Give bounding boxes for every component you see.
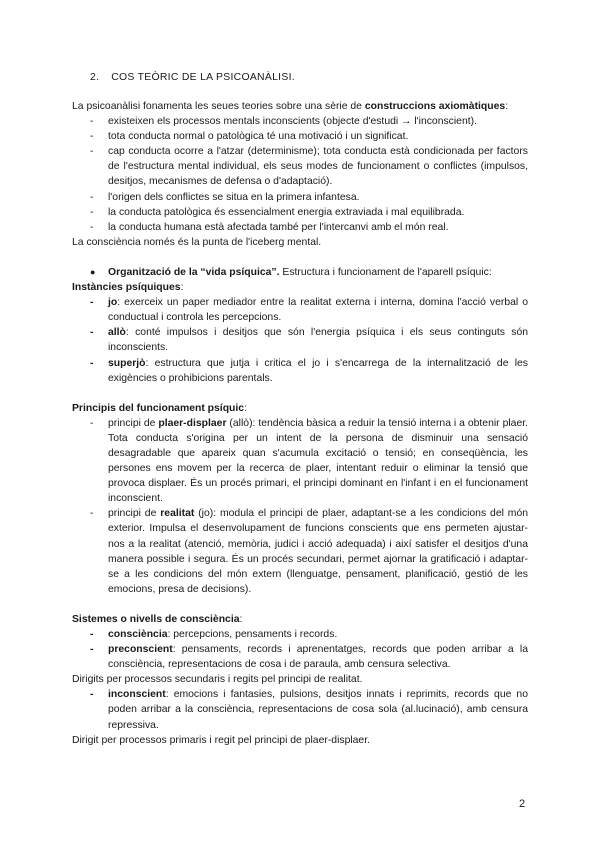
organization-bold: Organització de la “vida psíquica”. xyxy=(108,266,280,278)
term-plaer-displaer: plaer-displaer xyxy=(158,417,227,429)
list-item: - l'origen dels conflictes se situa en la primera infantesa. xyxy=(108,190,528,205)
colon: : xyxy=(180,282,184,294)
iceberg-sentence: La consciència només és la punta de l'iceberg mental. xyxy=(72,236,322,248)
page-number: 2 xyxy=(519,798,526,810)
axioms-list xyxy=(72,114,528,235)
colon: : xyxy=(239,613,243,625)
term-text: : estructura que jutja i critica el jo i s'encarrega de la internalització de les exigències o prohibicions parentals. xyxy=(108,357,528,384)
intro-bold-term: construccions axiomàtiques xyxy=(364,101,506,112)
list-item: - la conducta patològica és essencialment energia extraviada i mal equilibrada. xyxy=(108,205,528,220)
term-text: : conté impulsos i desitjos que són l'energia psíquica i els seus continguts són inconscients. xyxy=(108,327,528,354)
colon: : xyxy=(244,402,247,414)
section-heading xyxy=(90,72,295,83)
list-item xyxy=(108,627,528,642)
term-superjo: superjò xyxy=(108,357,146,369)
section-title: COS TEÒRIC DE LA PSICOANÀLISI. xyxy=(111,72,295,83)
principle-prefix: principi de xyxy=(108,508,161,520)
principle-text: (allò): tendència bàsica a reduir la tensió interna i a obtenir plaer. Tota conducta s'origina per un intent de la persona de disminuir una sensació desagradable que apareix quan s'acumula excitació o tensió; en conseqüència, les persones ens movem per la recerca de plaer, intentant reduir o eliminar la tensió que provoca displaer. És un procés primari, el principi dominant en l'infant i en el funcionament inconscient. xyxy=(108,417,528,505)
systems-note-primary: Dirigit per processos primaris i regit pel principi de plaer-displaer. xyxy=(72,734,370,746)
list-item xyxy=(108,687,528,732)
intro-text: La psicoanàlisi fonamenta les seues teories sobre una sèrie de xyxy=(72,101,365,112)
list-item xyxy=(108,506,528,597)
list-item xyxy=(108,416,528,507)
principles-title xyxy=(72,401,528,416)
term-inconscient: inconscient xyxy=(108,689,166,701)
instances-title xyxy=(72,280,528,295)
list-item: - la conducta humana està afectada també per l'intercanvi amb el món real. xyxy=(108,220,528,235)
term-text: : exerceix un paper mediador entre la realitat externa i interna, domina l'acció verbal o conductual i controla les percepcions. xyxy=(108,297,528,324)
systems-list-2 xyxy=(72,687,528,732)
term-jo: jo xyxy=(108,297,118,309)
principle-text: (jo): modula el principi de plaer, adaptant-se a les condicions del món exterior. Impulsa el desenvolupament de funcions conscients que ens permeten ajustar-nos a la realitat (atenció, memòria, judici i acció adequada) i així satisfer el desitjos d'una manera possible i segura. És un procés secundari, permet ajornar la gratificació i adaptar-se a les condicions del món extern (llenguatge, pensament, planificació, gestió de les emocions, presa de decisions). xyxy=(108,508,529,595)
list-item: - cap conducta ocorre a l'atzar (determinisme); tota conducta està condicionada per factors de l'estructura mental individual, els seus modes de funcionament o conflictes (impulsos, desitjos, mecanismes de defensa o d'adaptació). xyxy=(108,144,528,189)
term-text: : percepcions, pensaments i records. xyxy=(167,629,338,640)
list-item: - tota conducta normal o patològica té una motivació i un significat. xyxy=(108,129,528,144)
term-allo: allò xyxy=(108,327,126,339)
systems-list xyxy=(72,627,528,672)
organization-line xyxy=(72,265,528,280)
list-item xyxy=(108,295,528,325)
document-body xyxy=(72,99,528,748)
principles-title-text: Principis del funcionament psíquic xyxy=(72,402,245,414)
systems-title xyxy=(72,612,528,627)
term-consciencia: consciència xyxy=(108,629,168,640)
bullet-icon: ● xyxy=(90,266,96,277)
term-preconscient: preconscient xyxy=(108,644,173,656)
list-item xyxy=(108,642,528,672)
term-realitat: realitat xyxy=(160,508,195,520)
systems-note-secondary: Dirigits per processos secundaris i regits pel principi de realitat. xyxy=(72,674,363,686)
systems-title-text: Sistemes o nivells de consciència xyxy=(72,613,240,625)
list-item xyxy=(108,356,528,386)
term-text: : pensaments, records i aprenentatges, records que poden arribar a la consciència, representacions de cosa i de paraula, amb censura selectiva. xyxy=(108,644,528,671)
section-number: 2. xyxy=(90,72,100,83)
intro-paragraph xyxy=(72,99,528,114)
list-item: - existeixen els processos mentals inconscients (objecte d'estudi → l'inconscient). xyxy=(108,114,528,129)
principles-list xyxy=(72,416,528,597)
instances-title-text: Instàncies psíquiques xyxy=(72,282,181,294)
instances-list xyxy=(72,295,528,386)
term-text: : emocions i fantasies, pulsions, desitjos innats i reprimits, records que no poden arribar a la consciència, representacions de cosa sola (al.lucinació), amb censura repressiva. xyxy=(108,689,528,731)
list-item xyxy=(108,325,528,355)
principle-prefix: principi de xyxy=(108,417,159,429)
intro-colon: : xyxy=(505,101,509,112)
organization-text: Estructura i funcionament de l'aparell psíquic: xyxy=(279,266,492,278)
